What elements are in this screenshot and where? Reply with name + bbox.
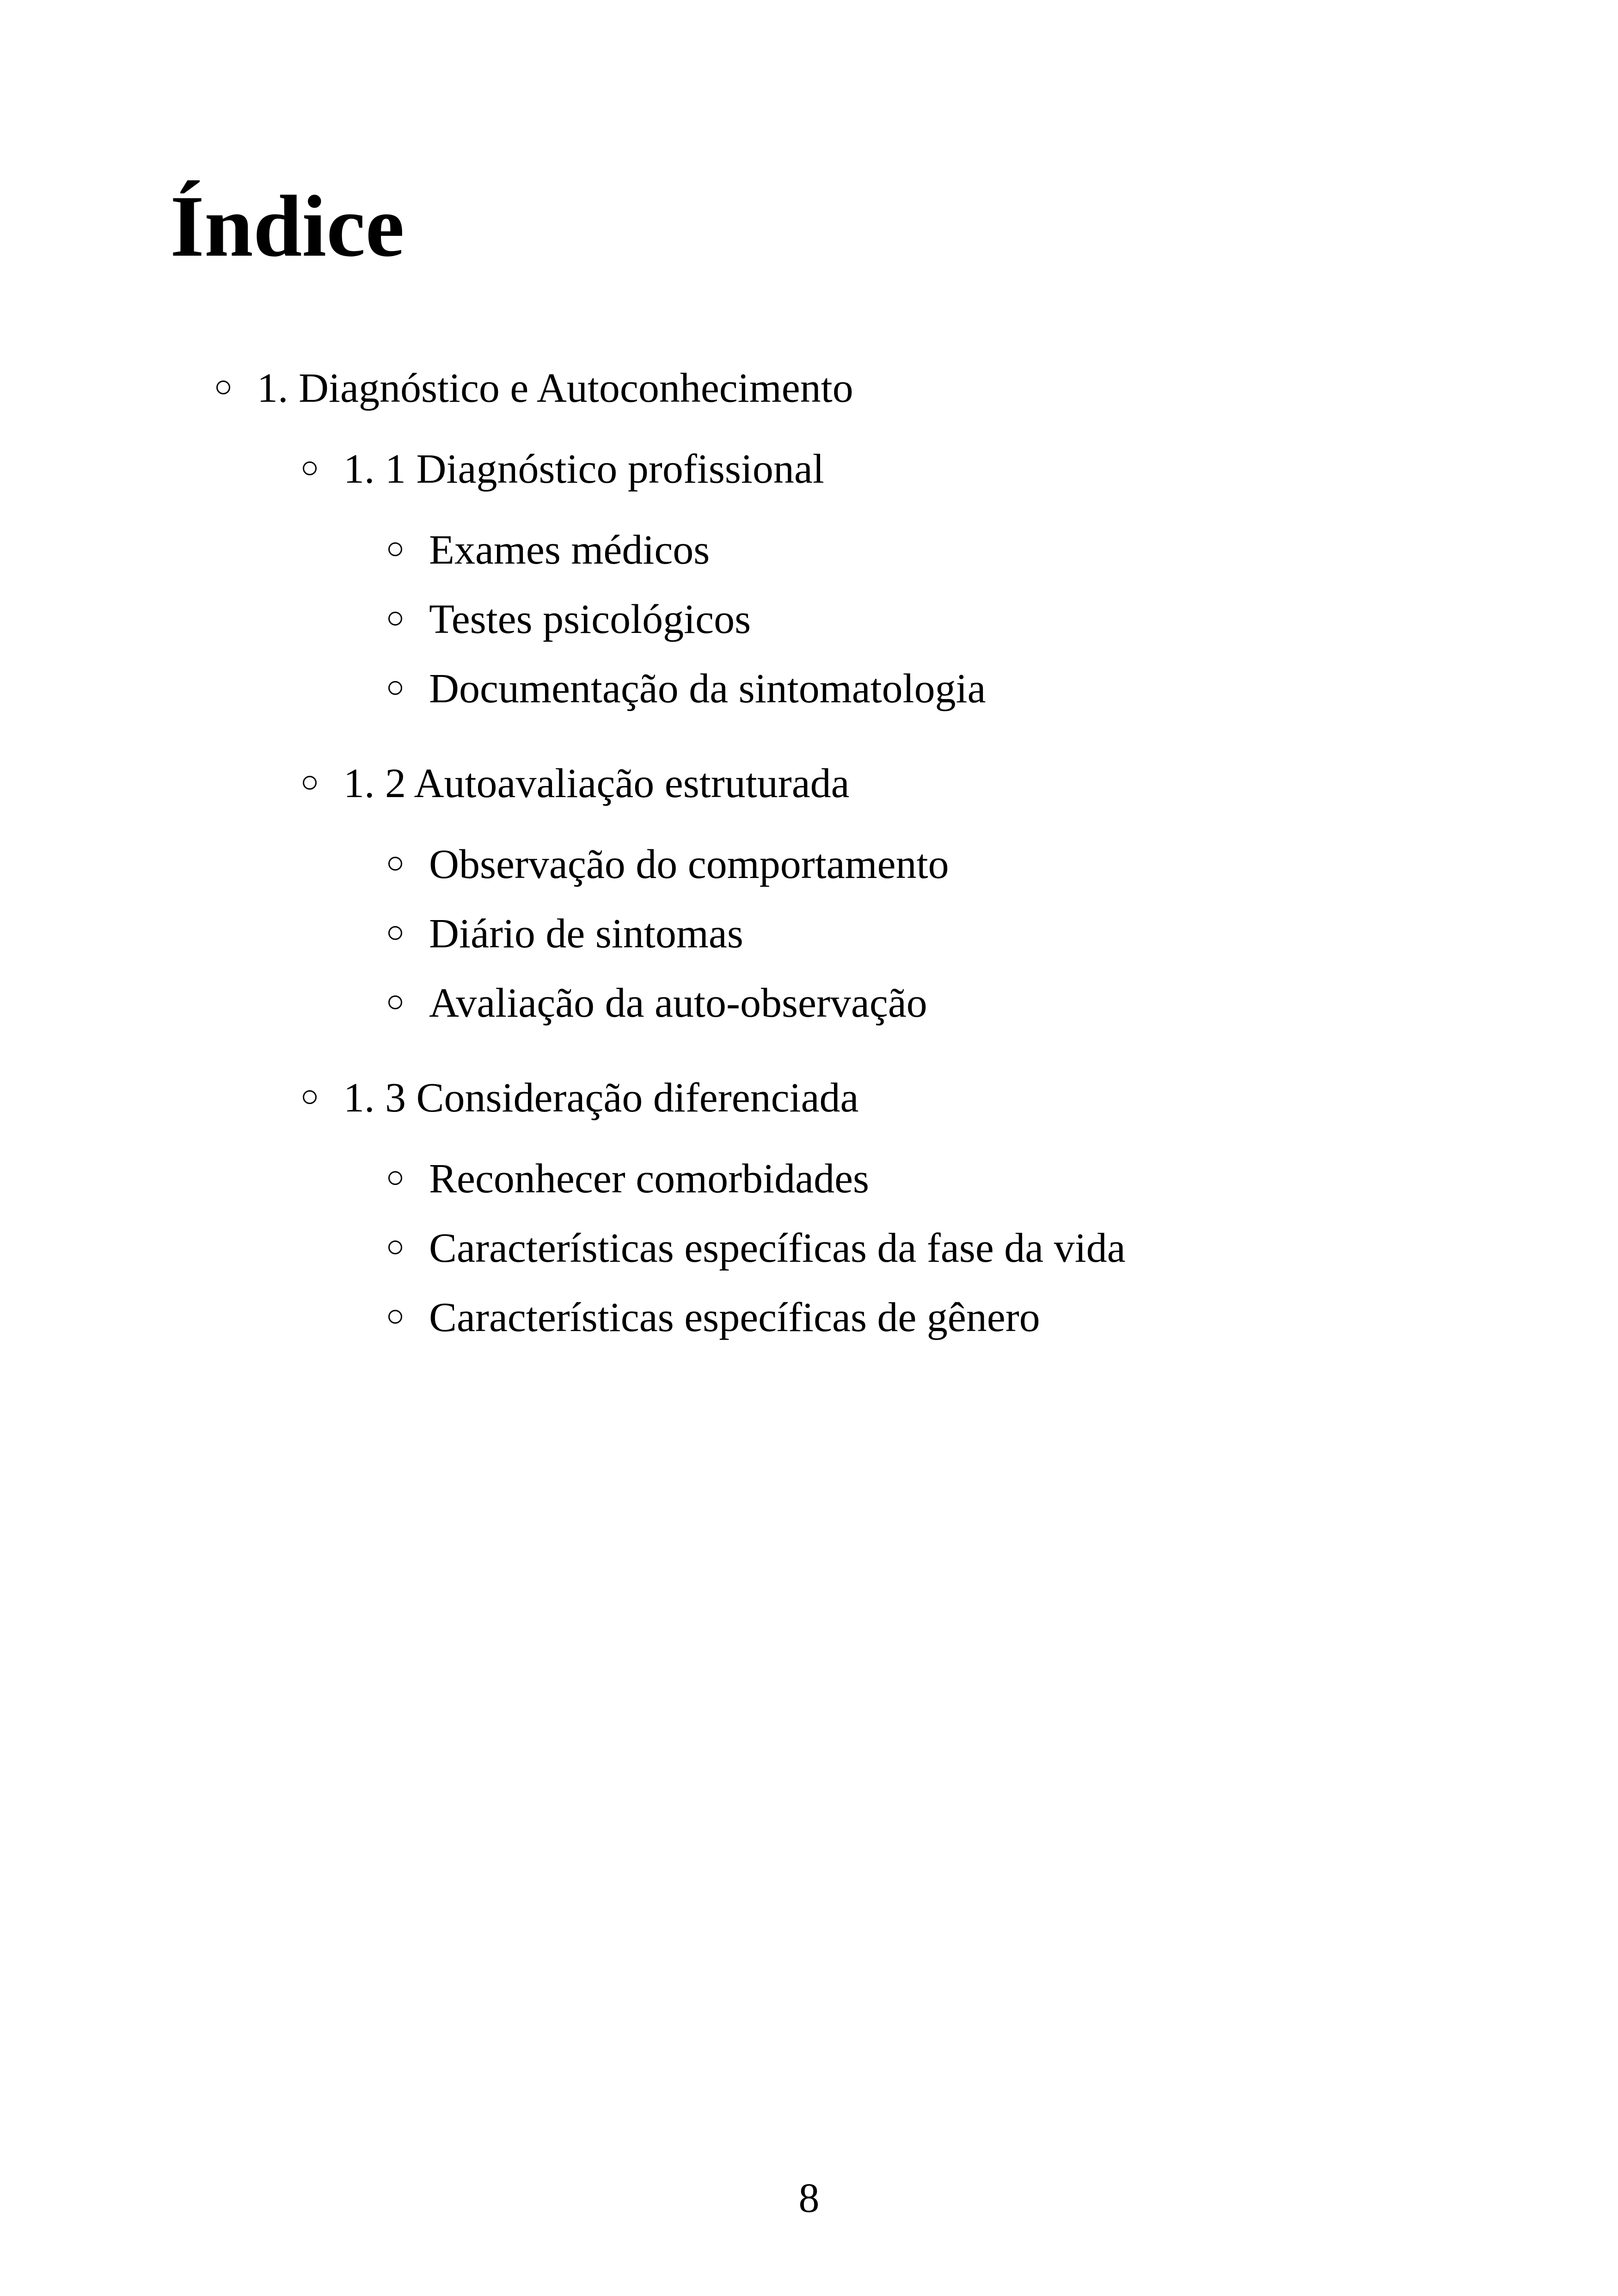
- toc-entry-label: Observação do comportamento: [429, 841, 949, 887]
- hollow-circle-bullet-icon: [388, 1310, 402, 1324]
- toc-entry-label: Características específicas de gênero: [429, 1295, 1040, 1340]
- hollow-circle-bullet-icon: [388, 926, 402, 940]
- toc-entry-label: Reconhecer comorbidades: [429, 1156, 870, 1202]
- page-number: 8: [798, 2175, 820, 2221]
- hollow-circle-bullet-icon: [388, 681, 402, 695]
- hollow-circle-bullet-icon: [216, 381, 230, 394]
- hollow-circle-bullet-icon: [303, 461, 317, 475]
- toc-entry-label: Documentação da sintomatologia: [429, 666, 986, 712]
- toc-entry-label: 1. 2 Autoavaliação estruturada: [343, 761, 850, 806]
- hollow-circle-bullet-icon: [303, 1090, 317, 1104]
- hollow-circle-bullet-icon: [303, 776, 317, 790]
- toc-entry-label: 1. 1 Diagnóstico profissional: [343, 446, 824, 492]
- hollow-circle-bullet-icon: [388, 1240, 402, 1254]
- hollow-circle-bullet-icon: [388, 857, 402, 871]
- hollow-circle-bullet-icon: [388, 995, 402, 1009]
- toc-entry-label: 1. Diagnóstico e Autoconhecimento: [257, 365, 853, 411]
- hollow-circle-bullet-icon: [388, 542, 402, 556]
- toc-entry-label: Exames médicos: [429, 527, 710, 573]
- toc-entry-label: Características específicas da fase da vida: [429, 1225, 1126, 1271]
- toc-entry-label: Testes psicológicos: [429, 596, 751, 642]
- toc-entry-label: Diário de sintomas: [429, 911, 743, 957]
- toc-entry-label: 1. 3 Consideração diferenciada: [343, 1075, 859, 1121]
- hollow-circle-bullet-icon: [388, 1171, 402, 1185]
- hollow-circle-bullet-icon: [388, 612, 402, 626]
- page-title: Índice: [170, 178, 404, 275]
- toc-entry-label: Avaliação da auto-observação: [429, 980, 927, 1026]
